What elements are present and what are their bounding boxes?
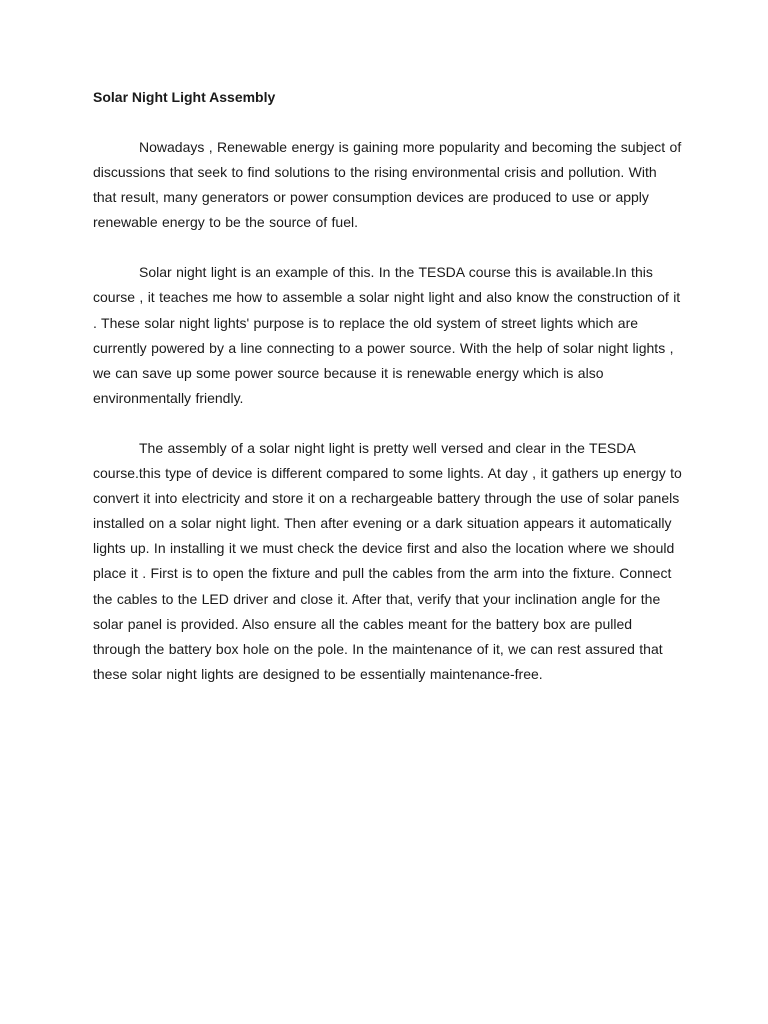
paragraph-2: Solar night light is an example of this. In the TESDA course this is available.In this course , it teaches me how to assemble a solar night light and also know the construction of it . These solar night lights' purpose is to replace the old system of street lights which are currently powered by a line connecting to a power source. With the help of solar night lights , we can save up some power source because it is renewable energy which is also environmentally friendly. (93, 264, 681, 406)
paragraph-3: The assembly of a solar night light is pretty well versed and clear in the TESDA course.this type of device is different compared to some lights. At day , it gathers up energy to convert it into electricity and store it on a rechargeable battery through the use of solar panels installed on a solar night light. Then after evening or a dark situation appears it automatically lights up. In installing it we must check the device first and also the location where we should place it . First is to open the fixture and pull the cables from the arm into the fixture. Connect the cables to the LED driver and close it. After that, verify that your inclination angle for the solar panel is provided. Also ensure all the cables meant for the battery box are pulled through the battery box hole on the pole. In the maintenance of it, we can rest assured that these solar night lights are designed to be essentially maintenance-free. (93, 439, 682, 682)
paragraph-1: Nowadays , Renewable energy is gaining more popularity and becoming the subject of discussions that seek to find solutions to the rising environmental crisis and pollution. With that result, many generators or power consumption devices are produced to use or apply renewable energy to be the source of fuel. (93, 139, 682, 231)
document-title: Solar Night Light Assembly (93, 89, 276, 105)
document-body (93, 85, 683, 687)
